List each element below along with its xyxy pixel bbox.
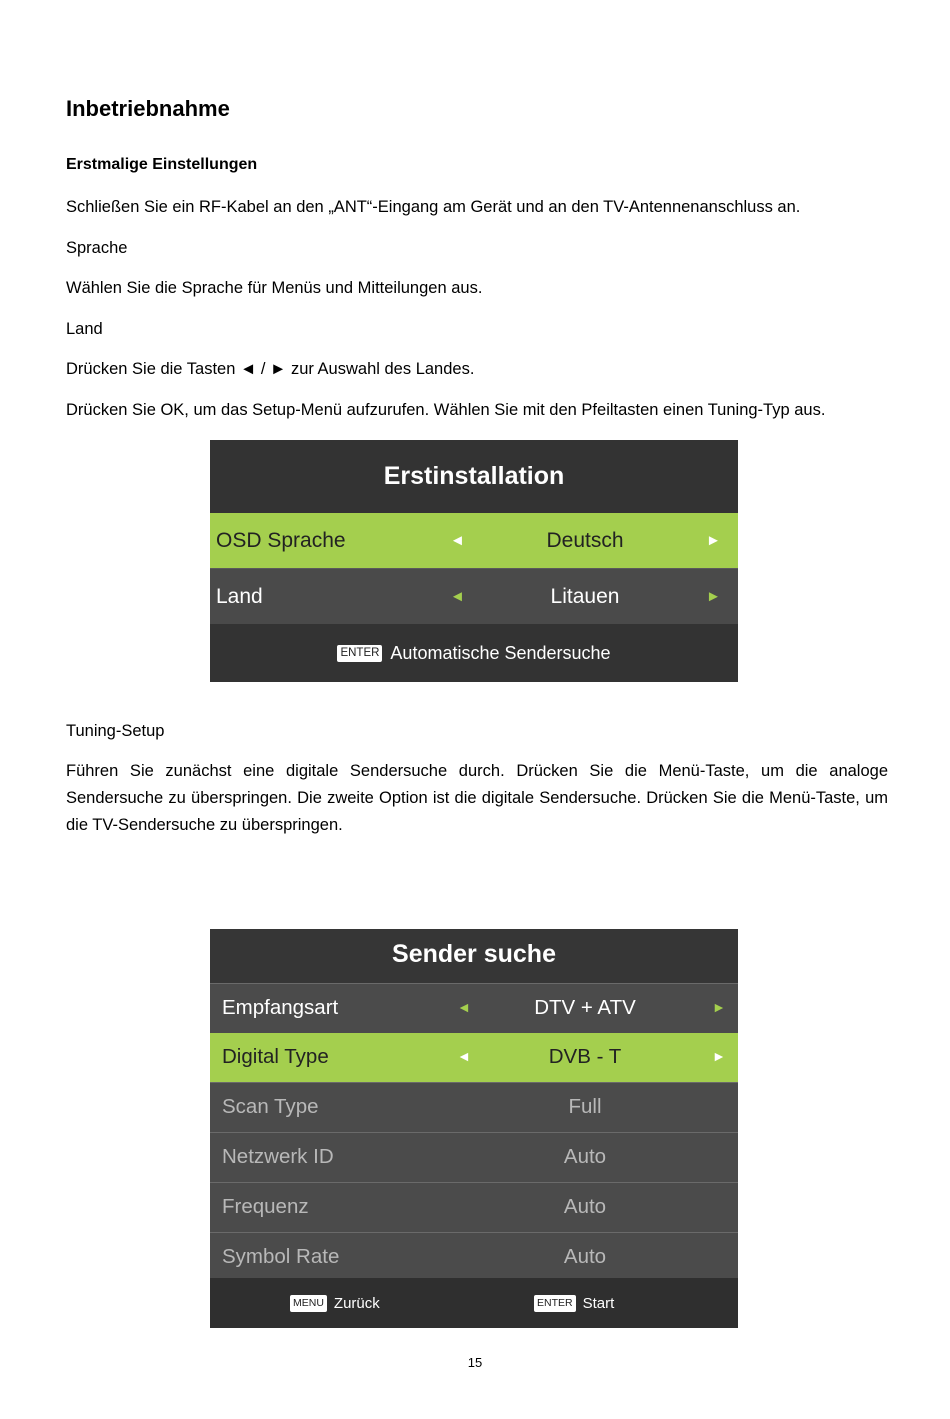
row-value: Auto xyxy=(563,1145,607,1168)
menu-row-scan-type[interactable] xyxy=(210,1082,738,1132)
arrow-left-icon[interactable]: ◄ xyxy=(450,532,465,549)
menu-title: Sender suche xyxy=(210,929,738,983)
paragraph-land-desc: Drücken Sie die Tasten ◄ / ► zur Auswahl des Landes. xyxy=(66,360,475,378)
arrow-right-icon[interactable]: ► xyxy=(712,1048,726,1064)
row-value: Full xyxy=(568,1095,602,1118)
paragraph-tuning-setup: Tuning-Setup xyxy=(66,722,165,740)
section-subheading: Erstmalige Einstellungen xyxy=(66,156,258,173)
row-value: Auto xyxy=(563,1245,607,1268)
paragraph-ok: Drücken Sie OK, um das Setup-Menü aufzurufen. Wählen Sie mit den Pfeiltasten einen Tuning-Typ aus. xyxy=(66,401,826,419)
row-value: DTV + ATV xyxy=(534,996,636,1019)
enter-key-icon: ENTER xyxy=(337,645,382,662)
row-label: Netzwerk ID xyxy=(222,1145,334,1168)
menu-row-country[interactable] xyxy=(210,568,738,624)
arrow-left-icon[interactable]: ◄ xyxy=(457,1048,471,1064)
row-label: Empfangsart xyxy=(222,996,339,1019)
back-button[interactable] xyxy=(290,1278,380,1328)
row-label: Symbol Rate xyxy=(222,1245,340,1268)
paragraph-sprache-desc: Wählen Sie die Sprache für Menüs und Mitteilungen aus. xyxy=(66,279,483,297)
menu-row-frequency[interactable] xyxy=(210,1182,738,1232)
row-label: Frequenz xyxy=(222,1195,309,1218)
paragraph-rf-cable: Schließen Sie ein RF-Kabel an den „ANT“-Eingang am Gerät und an den TV-Antennenanschluss an. xyxy=(66,198,801,216)
arrow-right-icon[interactable]: ► xyxy=(712,999,726,1015)
arrow-right-icon[interactable]: ► xyxy=(706,532,721,549)
row-label: OSD Sprache xyxy=(216,529,346,552)
channel-search-menu xyxy=(210,929,738,1328)
menu-row-network-id[interactable] xyxy=(210,1132,738,1182)
paragraph-tuning-desc: Führen Sie zunächst eine digitale Sendersuche durch. Drücken Sie die Menü-Taste, um die analoge Sendersuche zu überspringen. Die zweite Option ist die digitale Sendersuche. Drücken Sie die Menü-Taste, um die TV-Sendersuche zu überspringen. xyxy=(66,762,888,834)
first-installation-menu xyxy=(210,440,738,682)
enter-key-icon: ENTER xyxy=(534,1295,576,1312)
menu-row-symbol-rate[interactable] xyxy=(210,1232,738,1282)
auto-scan-label: Automatische Sendersuche xyxy=(390,642,611,663)
paragraph-land: Land xyxy=(66,320,103,338)
menu-key-icon: MENU xyxy=(290,1295,327,1312)
arrow-left-icon[interactable]: ◄ xyxy=(457,999,471,1015)
menu-footer xyxy=(210,1278,738,1328)
row-value: Deutsch xyxy=(546,529,624,552)
back-label: Zurück xyxy=(333,1294,380,1312)
arrow-left-icon[interactable]: ◄ xyxy=(450,588,465,605)
row-value: Auto xyxy=(563,1195,607,1218)
paragraph-sprache: Sprache xyxy=(66,239,128,257)
row-label: Digital Type xyxy=(222,1045,329,1068)
page-number: 15 xyxy=(467,1355,483,1370)
row-value: Litauen xyxy=(550,585,620,608)
start-button[interactable] xyxy=(534,1278,614,1328)
menu-row-osd-language[interactable] xyxy=(210,513,738,568)
menu-title: Erstinstallation xyxy=(210,440,738,513)
menu-footer[interactable] xyxy=(210,624,738,682)
row-value: DVB - T xyxy=(548,1045,622,1068)
row-label: Land xyxy=(216,585,263,608)
page-heading: Inbetriebnahme xyxy=(66,96,230,121)
row-label: Scan Type xyxy=(222,1095,319,1118)
start-label: Start xyxy=(582,1294,615,1312)
menu-row-reception-type[interactable] xyxy=(210,983,738,1033)
menu-row-digital-type[interactable] xyxy=(210,1033,738,1082)
arrow-right-icon[interactable]: ► xyxy=(706,588,721,605)
